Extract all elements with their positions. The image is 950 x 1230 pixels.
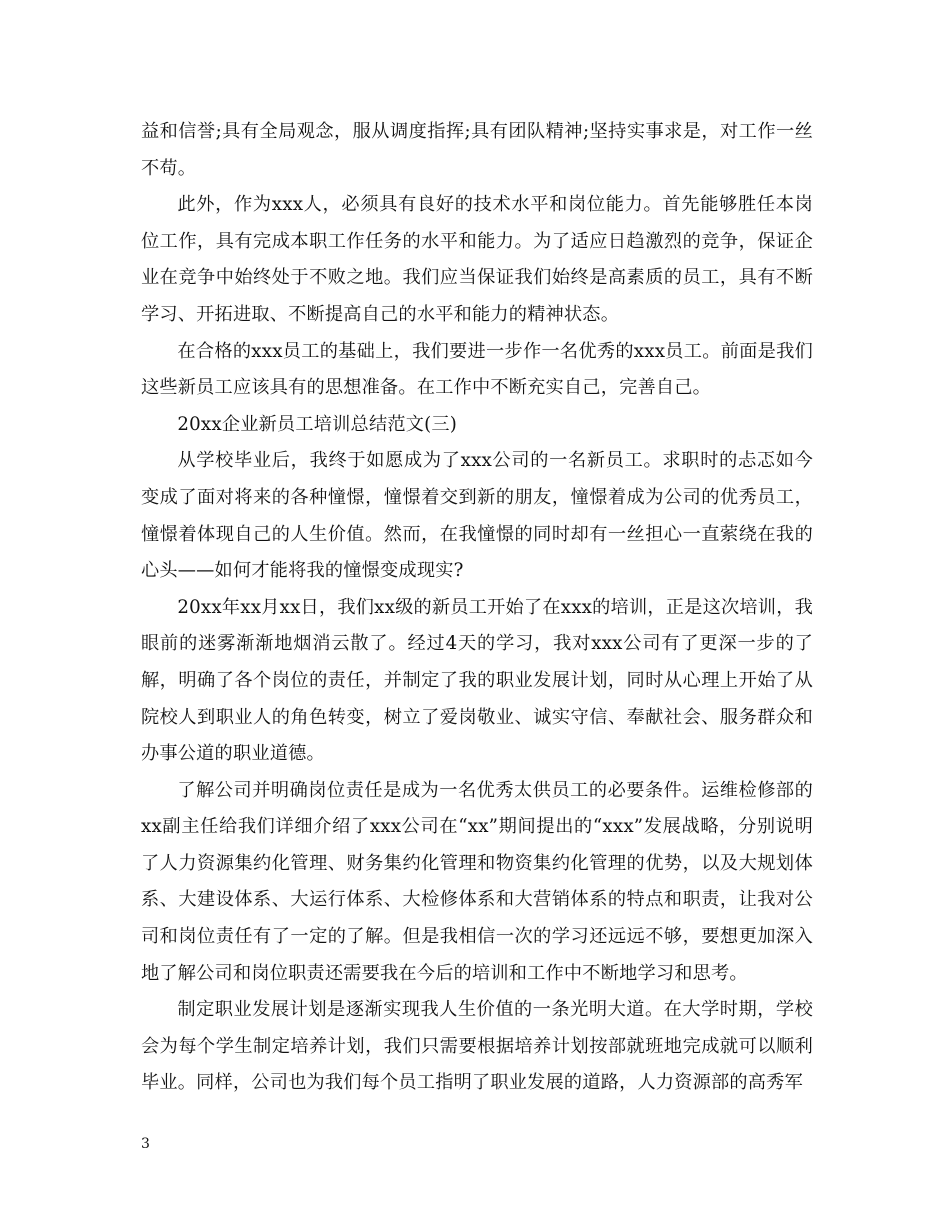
paragraph-1: 益和信誉;具有全局观念，服从调度指挥;具有团队精神;坚持实事求是，对工作一丝不苟。: [141, 121, 813, 179]
paragraph-8: 制定职业发展计划是逐渐实现我人生价值的一条光明大道。在大学时期，学校会为每个学生制定培养计划，我们只需要根据培养计划按部就班地完成就可以顺利毕业。同样，公司也为我们每个员工指明了职业发展的道路，人力资源部的高秀军: [141, 999, 813, 1094]
paragraph-6: 20xx年xx月xx日，我们xx级的新员工开始了在xxx的培训，正是这次培训，我眼前的迷雾渐渐地烟消云散了。经过4天的学习，我对xxx公司有了更深一步的了解，明确了各个岗位的责任，并制定了我的职业发展计划，同时从心理上开始了从院校人到职业人的角色转变，树立了爱岗敬业、诚实守信、奉献社会、服务群众和办事公道的职业道德。: [141, 596, 813, 765]
paragraph-2: 此外，作为xxx人，必须具有良好的技术水平和岗位能力。首先能够胜任本岗位工作，具有完成本职工作任务的水平和能力。为了适应日趋激烈的竞争，保证企业在竞争中始终处于不败之地。我们应当保证我们始终是高素质的员工，具有不断学习、开拓进取、不断提高自己的水平和能力的精神状态。: [141, 194, 813, 325]
paragraph-3: 在合格的xxx员工的基础上，我们要进一步作一名优秀的xxx员工。前面是我们这些新员工应该具有的思想准备。在工作中不断充实自己，完善自己。: [141, 340, 813, 399]
paragraph-5: 从学校毕业后，我终于如愿成为了xxx公司的一名新员工。求职时的忐忑如今变成了面对将来的各种憧憬，憧憬着交到新的朋友，憧憬着成为公司的优秀员工，憧憬着体现自己的人生价值。然而，在我憧憬的同时却有一丝担心一直萦绕在我的心头——如何才能将我的憧憬变成现实?: [141, 450, 813, 582]
paragraph-7: 了解公司并明确岗位责任是成为一名优秀太供员工的必要条件。运维检修部的xx副主任给我们详细介绍了xxx公司在“xx”期间提出的“xxx”发展战略，分别说明了人力资源集约化管理、财务集约化管理和物资集约化管理的优势，以及大规划体系、大建设体系、大运行体系、大检修体系和大营销体系的特点和职责，让我对公司和岗位责任有了一定的了解。但是我相信一次的学习还远远不够，要想更加深入地了解公司和岗位职责还需要我在今后的培训和工作中不断地学习和思考。: [141, 779, 813, 984]
document-body: [141, 114, 813, 1102]
section-heading: 20xx企业新员工培训总结范文(三): [177, 413, 458, 435]
page-number: 3: [141, 1136, 150, 1152]
